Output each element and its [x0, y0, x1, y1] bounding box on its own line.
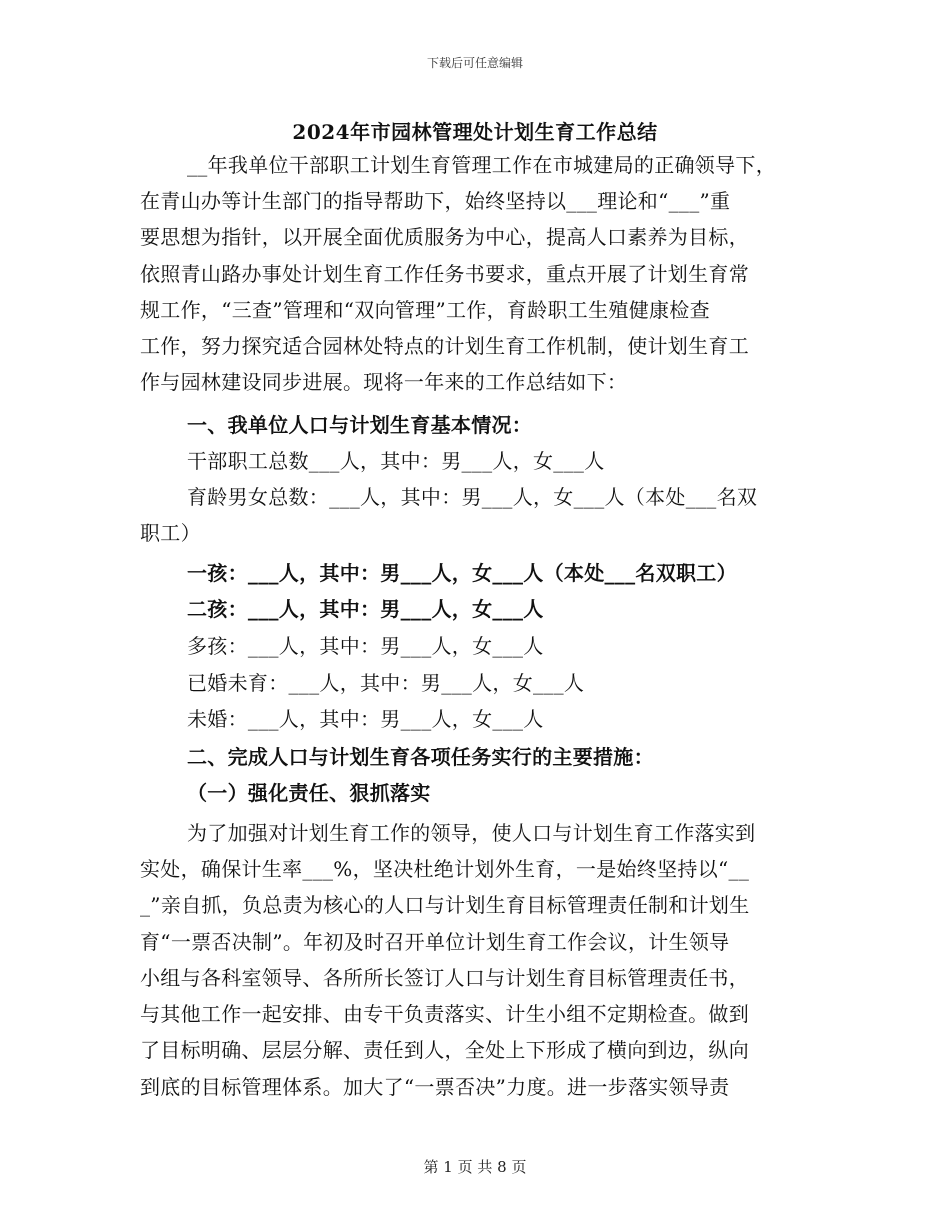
body-line-11: 育“一票否决制”。年初及时召开单位计划生育工作会议，计生领导: [140, 930, 730, 954]
section-heading-2: 二、完成人口与计划生育各项任务实行的主要措施：: [187, 745, 654, 769]
body-line-15: 到底的目标管理体系。加大了“一票否决”力度。进一步落实领导责: [140, 1075, 730, 1099]
body-line-8: 为了加强对计划生育工作的领导，使人口与计划生育工作落实到: [187, 821, 756, 845]
section-heading-1: 一、我单位人口与计划生育基本情况：: [187, 413, 533, 437]
body-line-7: 作与园林建设同步进展。现将一年来的工作总结如下：: [140, 370, 628, 394]
stat-line-multi-children: 多孩：___人，其中：男___人，女___人: [187, 634, 544, 658]
stat-line-staff-total: 干部职工总数___人，其中：男___人，女___人: [187, 449, 605, 473]
body-line-13: 与其他工作一起安排、由专干负责落实、计生小组不定期检查。做到: [140, 1002, 749, 1026]
body-line-9: 实处，确保计生率___%，坚决杜绝计划外生育，一是始终坚持以“__: [140, 857, 750, 881]
body-line-3: 要思想为指针，以开展全面优质服务为中心，提高人口素养为目标，: [140, 225, 749, 249]
page-header: 下载后可任意编辑: [426, 56, 523, 70]
body-line-10: _”亲自抓，负总责为核心的人口与计划生育目标管理责任制和计划生: [140, 893, 750, 917]
body-line-6: 工作，努力探究适合园林处特点的计划生育工作机制，使计划生育工: [140, 334, 749, 358]
stat-line-unmarried: 未婚：___人，其中：男___人，女___人: [187, 707, 544, 731]
subsection-heading-1: （一）强化责任、狠抓落实: [187, 781, 431, 805]
stat-line-two-children: 二孩：___人，其中：男___人，女___人: [187, 597, 544, 621]
stat-line-fertile-total: 育龄男女总数：___人，其中：男___人，女___人（本处___名双: [187, 485, 758, 509]
body-line-12: 小组与各科室领导、各所所长签订人口与计划生育目标管理责任书，: [140, 966, 749, 990]
body-line-2: 在青山办等计生部门的指导帮助下，始终坚持以___理论和“___”重: [140, 189, 731, 213]
body-line-14: 了目标明确、层层分解、责任到人，全处上下形成了横向到边，纵向: [140, 1038, 749, 1062]
body-line-4: 依照青山路办事处计划生育工作任务书要求，重点开展了计划生育常: [140, 262, 749, 286]
stat-line-one-child: 一孩：___人，其中：男___人，女___人（本处___名双职工）: [187, 561, 737, 585]
body-line-1: __年我单位干部职工计划生育管理工作在市城建局的正确领导下，: [187, 153, 776, 177]
body-line-5: 规工作，“三查”管理和“双向管理”工作，育龄职工生殖健康检查: [140, 298, 710, 322]
stat-line-fertile-total-cont: 职工）: [140, 521, 201, 545]
document-title: 2024年市园林管理处计划生育工作总结: [292, 120, 658, 144]
page-footer: 第 1 页 共 8 页: [423, 1158, 527, 1176]
stat-line-married-no-child: 已婚未育：___人，其中：男___人，女___人: [187, 671, 585, 695]
